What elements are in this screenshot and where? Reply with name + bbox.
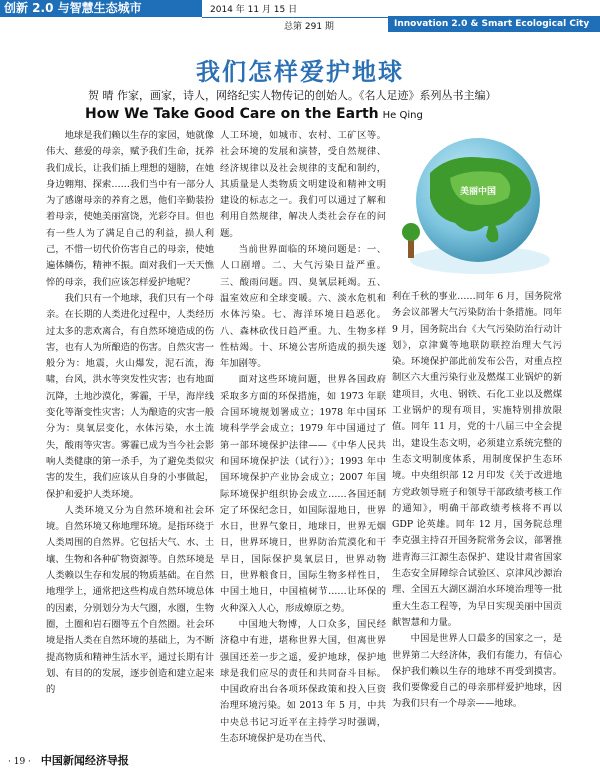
page-footer (8, 752, 129, 768)
paragraph: 利在千秋的事业……同年 6 月，国务院常务会议部署大气污染防治十条措施。同年 9 月，国务院出台《大气污染防治行动计划》，京津冀等地联防联控治理大气污染。环境保护部此前发布公告，对重点控制区六大重污染行业及燃煤工业锅炉的新建项目，火电、钢铁、石化工业以及燃煤工业锅炉的现有项目，实施特别排放限值。同年 11 月，党的十八届三中全会提出，建设生态文明，必须建立系统完整的生态文明制度体系，用制度保护生态环境。中央组织部 12 月印发《关于改进地方党政领导班子和领导干部政绩考核工作的通知》，明确干部政绩考核将不再以 GDP 论英雄。同年 12 月，国务院总理李克强主持召开国务院常务会议，部署推进青海三江源生态保护、建设甘肃省国家生态安全屏障综合试验区、京津风沙源治理、全国五大湖区湖泊水环境治理等一批重大生态工程等，为早日实现美丽中国贡献智慧和力量。 (392, 291, 562, 628)
english-title-text: How We Take Good Care on the Earth (85, 106, 379, 122)
paragraph: 中国是世界人口最多的国家之一，是世界第二大经济体，我们有能力，有信心保护我们赖以生存的地球不再受到摸害。我们要像爱自己的母亲那样爱护地球，因为我们只有一个母亲——地球。 (392, 633, 562, 710)
article-byline: 贺 晴 作家，画家，诗人，网络纪实人物传记的创始人。《名人足迹》系列丛书主编） (88, 89, 497, 102)
page-number: · 19 · (8, 757, 31, 767)
paragraph: 中国地大物博，人口众多，国民经济稳中有进，堪称世界大国，但离世界强国还差一步之遥，爱护地球，保护地球是我们应尽的责任和共同奋斗目标。中国政府出台各项环保政策和投入巨资治理环境污染。如 2013 年 5 月，中共中央总书记习近平在主持学习时强调，生态环境保护是功在当代、 (220, 618, 386, 744)
paragraph: 地球是我们赖以生存的家园，她就像伟大、慈爱的母亲，赋予我们生命，抚养我们成长，让我们插上理想的翅膀，在她身边翱翔、探索……我们当中有一部分人为了感谢母亲的养育之恩，他们辛勤装扮着母亲，使她美丽富饶，光彩夺目。但也有一些人为了满足自己的利益，损人利己，不惜一切代价伤害自己的母亲，使她遍体鳞伤，精神不振。面对我们一天天憔悴的母亲，我们应该怎样爱护地呢？ (46, 130, 214, 288)
article-column-2 (220, 128, 386, 750)
header-date: 2014 年 11 月 15 日 (210, 5, 298, 15)
paragraph: 我们只有一个地球，我们只有一个母亲。在长期的人类进化过程中，人类经历过太多的悲欢离合，有自然环境造成的伤害，也有人为所酿造的伤害。自然灾害一般分为：地震，火山爆发，泥石流，海啸，台风，洪水等突发性灾害；也有地面沉降，土地沙漠化，雾霾，干旱，海岸线变化等渐变性灾害；人为酿造的灾害一般分为：臭氧层变化，水体污染，水土流失，酸雨等灾害。雾霾已成为当今社会影响人类健康的第一杀手，为了避免类似灾害的发生，我们应该从自身的小事做起，保护和爱护人类环境。 (46, 292, 214, 500)
paragraph: 当前世界面临的环境问题是：一、人口剧增。二、大气污染日益严重。三、酸雨问题。四、臭氧层耗竭。五、温室效应和全球变暖。六、淡水危机和水体污染。七、海洋环境日趋恶化。八、森林砍伐日趋严重。九、生物多样性枯竭。十、环境公害所造成的损失逐年加剧等。 (220, 244, 386, 370)
globe-label: 美丽中国 (460, 187, 497, 197)
article-column-3 (392, 289, 562, 750)
header-section-banner: 创新 2.0 与智慧生态城市 (0, 0, 202, 17)
english-author: He Qing (382, 110, 423, 121)
article-title: 我们怎样爱护地球 (196, 58, 404, 86)
publication-name: 中国新闻经济导报 (40, 754, 129, 767)
globe-illustration (390, 128, 563, 281)
paragraph: 面对这些环境问题，世界各国政府采取多方面的环保措施，如 1973 年联合国环境规划署成立；1978 年中国环境科学学会成立；1979 年中国通过了第一部环境保护法律——《中华人民共和国环境保护法（试行）》；1993 年中国环境保护产业协会成立；2007 年国际环境保护组织协会成立……各国还制定了环保纪念日，如国际湿地日，世界水日，世界气象日，地球日，世界无烟日，世界环境日，世界防治荒漠化和干旱日，国际保护臭氧层日，世界动物日，世界粮食日，国际生物多样性日，中国土地日，中国植树节……让环保的火种深入人心，形成燎原之势。 (220, 374, 386, 614)
article-column-1 (46, 128, 214, 750)
paragraph: 人工环境，如城市、农村、工矿区等。社会环境的发展和演替，受自然规律、经济规律以及社会规律的支配和制约，其质量是人类物质文明建设和精神文明建设的标志之一。我们可以通过了解和利用自然规律，解决人类社会存在的问题。 (220, 130, 386, 239)
header-english-banner: Innovation 2.0 & Smart Ecological City (388, 16, 600, 32)
paragraph: 人类环境又分为自然环境和社会环境。自然环境又称地理环境。是指环绕于人类周围的自然界。它包括大气、水、土壤、生物和各种矿物资源等。自然环境是人类赖以生存和发展的物质基础。在自然地理学上，通常把这些构成自然环境总体的因素，分别划分为大气圈，水圈，生物圈，土圈和岩石圈等五个自然圈。社会环境是指人类在自然环境的基础上，为不断提高物质和精神生活水平，通过长期有计划、有目的的发展，逐步创造和建立起来的 (46, 504, 214, 696)
header-issue-number: 总第 291 期 (284, 22, 334, 32)
article-english-title (85, 106, 423, 122)
